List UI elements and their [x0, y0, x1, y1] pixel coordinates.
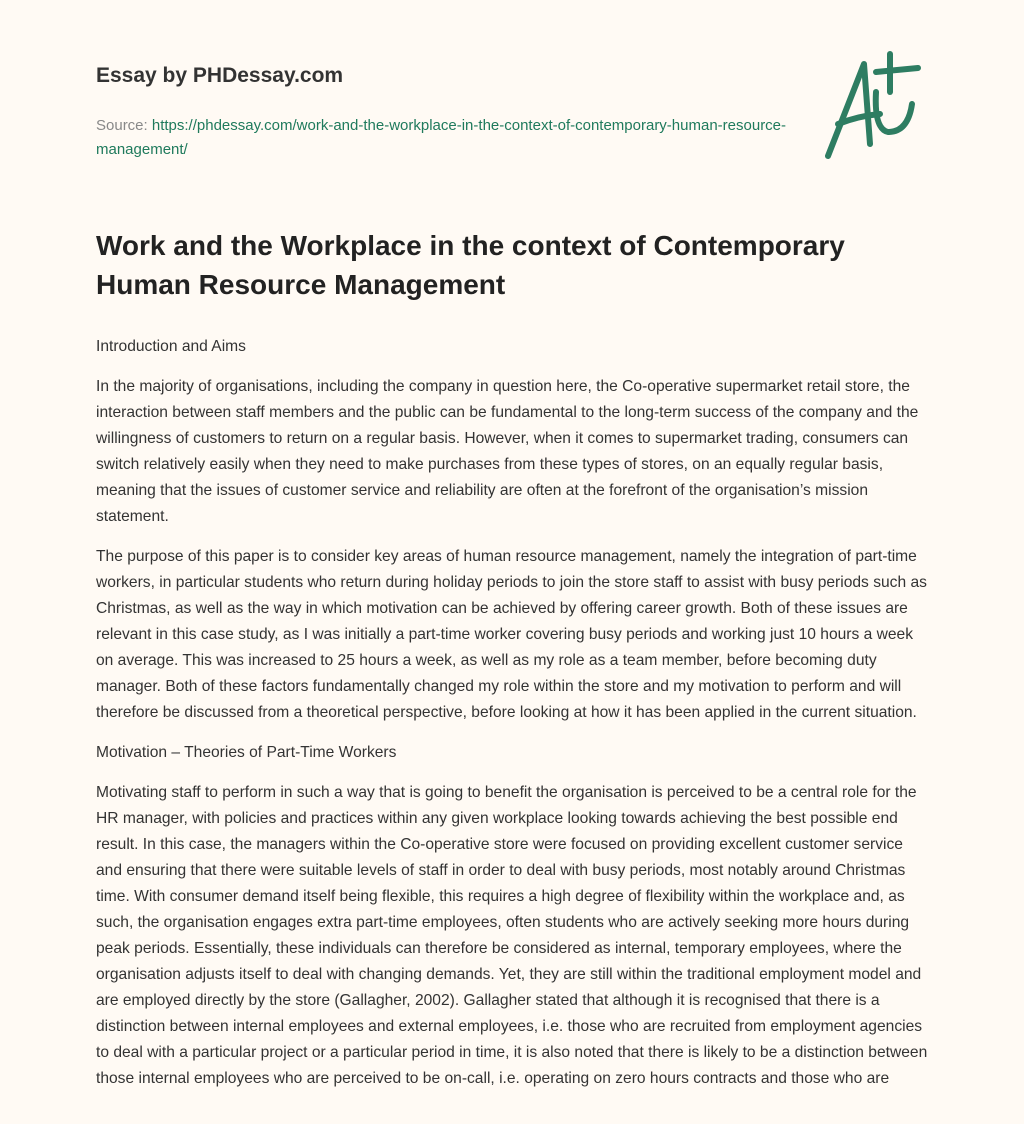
section-heading: Motivation – Theories of Part-Time Workers: [96, 744, 397, 761]
source-link[interactable]: https://phdessay.com/work-and-the-workplace-in-the-context-of-contemporary-human-resource-management/: [96, 117, 787, 158]
paragraph: In the majority of organisations, including the company in question here, the Co-operative supermarket retail store, the interaction between staff members and the public can be fundamental to the long-term success of the company and the willingness of customers to return on a regular basis. However, when it comes to supermarket trading, consumers can switch relatively easily when they need to make purchases from these types of stores, on an equally regular basis, meaning that the issues of customer service and reliability are often at the forefront of the organisation’s mission statement.: [96, 378, 919, 525]
source-line: [96, 114, 796, 162]
article: [96, 226, 928, 1106]
paragraph: The purpose of this paper is to consider key areas of human resource management, namely the integration of part-time workers, in particular students who return during holiday periods to join the store staff to assist with busy periods such as Christmas, as well as the way in which motivation can be achieved by offering career growth. Both of these issues are relevant in this case study, as I was initially a part-time worker covering busy periods and working just 10 hours a week on average. This was increased to 25 hours a week, as well as my role as a team member, before becoming duty manager. Both of these factors fundamentally changed my role within the store and my motivation to perform and will therefore be discussed from a theoretical perspective, before looking at how it has been applied in the current situation.: [96, 548, 927, 721]
paragraph: Motivating staff to perform in such a way that is going to benefit the organisation is perceived to be a central role for the HR manager, with policies and practices within any given workplace looking towards achieving the best possible end result. In this case, the managers within the Co-operative store were focused on providing excellent customer service and ensuring that there were suitable levels of staff in order to deal with busy periods, most notably around Christmas time. With consumer demand itself being flexible, this requires a high degree of flexibility within the workplace and, as such, the organisation engages extra part-time employees, often students who are actively seeking more hours during peak periods. Essentially, these individuals can therefore be considered as internal, temporary employees, where the organisation adjusts itself to deal with changing demands. Yet, they are still within the traditional employment model and are employed directly by the store (Gallagher, 2002). Gallagher stated that although it is recognised that there is a distinction between internal employees and external employees, i.e. those who are recruited from employment agencies to deal with a particular project or a particular period in time, it is also noted that there is likely to be a distinction between those internal employees who are perceived to be on-call, i.e. operating on zero hours contracts and those who are: [96, 784, 928, 1087]
site-title: Essay by PHDessay.com: [96, 64, 344, 87]
source-label: Source:: [96, 117, 148, 134]
a-plus-logo-icon: [818, 44, 928, 164]
page-header: [96, 64, 796, 162]
section-heading: Introduction and Aims: [96, 338, 246, 355]
article-title: Work and the Workplace in the context of Contemporary Human Resource Management: [96, 230, 845, 300]
